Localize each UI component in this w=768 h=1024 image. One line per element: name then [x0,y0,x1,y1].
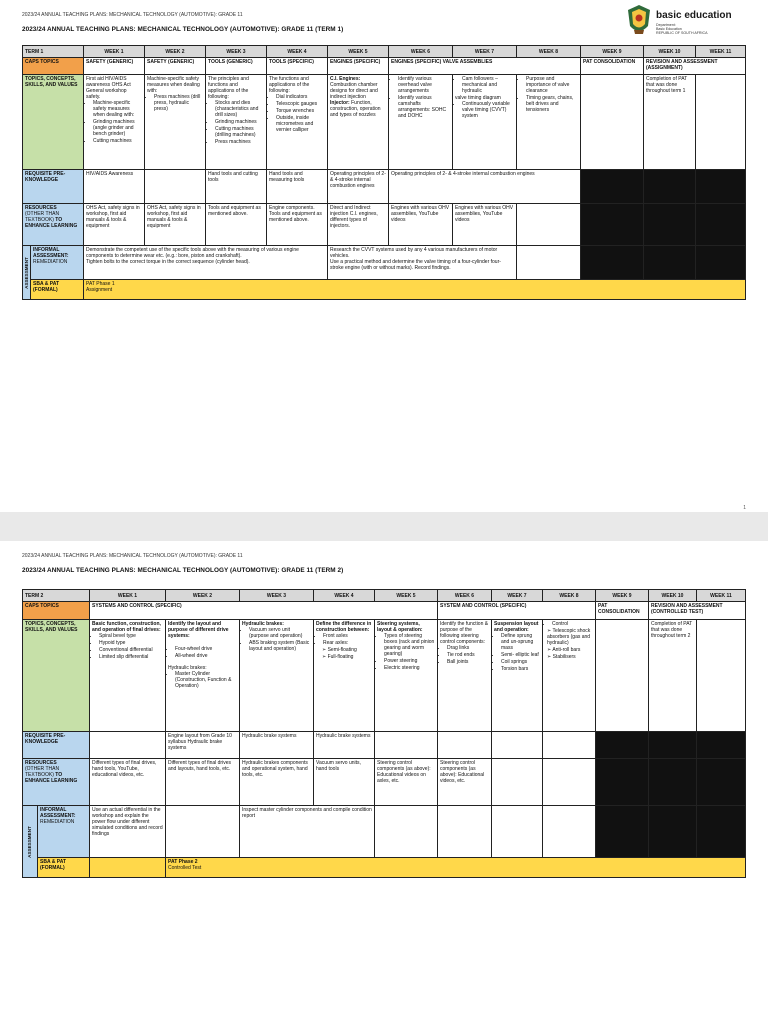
term-label: TERM 1 [23,46,84,58]
prereq-cell: Hydraulic brake systems [240,732,314,759]
week-header: WEEK 9 [596,590,649,602]
resource-cell: Steering control components (as above): Educational videos on axles, etc. [375,759,438,806]
week-header: WEEK 6 [438,590,492,602]
topic-cell-week-9 [581,75,644,170]
topic-cell-week-6: • Identify various overhead valve arrangements • Identify various camshafts arrangements: SOHC and DOHC [389,75,453,170]
sba-cell [90,858,166,878]
blank-cell [696,204,746,246]
week-header: WEEK 3 [240,590,314,602]
resource-cell: Direct and Indirect injection C.I. engines, different types of injectors. [328,204,389,246]
caps-topic: ENGINES (SPECIFIC) [328,58,389,75]
topic-cell-week-3: The principles and functions and applications of the following: • Stocks and dies (characteristics and drill sizes) • Grinding machines • Cutting machines (drilling machines) • Press machines [206,75,267,170]
prereq-cell: Hand tools and cutting tools [206,170,267,204]
prereq-cell [492,732,543,759]
informal-cell: Demonstrate the competent use of the specific tools above with the measuring of various engine components to determine wear etc. (e.g.: bore, piston and crankshaft). Tighten bolts to the correct torque in the correct sequence (cylinder head). [84,246,328,280]
informal-cell [517,246,581,280]
topics-label: TOPICS, CONCEPTS, SKILLS, AND VALUES [23,75,84,170]
topic-cell-week-11 [696,75,746,170]
prereq-cell: Operating principles of 2- & 4-stroke internal combustion engines [328,170,389,204]
coat-of-arms-icon [626,4,652,37]
sba-cell: PAT Phase 2 Controlled Test [166,858,746,878]
week-header: WEEK 4 [267,46,328,58]
sba-cell: PAT Phase 1 Assignment [84,280,746,300]
topic-cell-week-4: Define the difference in construction between: • Front axles • Rear axles: ➢ Semi-floating ➢ Full-floating [314,620,375,732]
informal-cell [492,806,543,858]
week-header: WEEK 11 [697,590,746,602]
blank-cell [596,732,649,759]
informal-cell: Use an actual differential in the workshop and explain the power flow under different simulated conditions and record findings [90,806,166,858]
caps-topic: PAT CONSOLIDATION [596,602,649,620]
logo-brand: basic education [656,10,732,21]
prereq-cell [543,732,596,759]
resources-label: RESOURCES (OTHER THAN TEXTBOOK) TO ENHANCE LEARNING [23,204,84,246]
prereq-cell: Hand tools and measuring tools [267,170,328,204]
informal-cell [543,806,596,858]
resource-cell: OHS Act, safety signs in workshop, first aid manuals & tools & equipment [145,204,206,246]
topic-cell-week-8: • Control ➢ Telescopic shock absorbers (gas and hydraulic) ➢ Anti-roll bars ➢ Stabilisers [543,620,596,732]
page-title: 2023/24 ANNUAL TEACHING PLANS: MECHANICAL TECHNOLOGY (AUTOMOTIVE): GRADE 11 (TERM 2) [22,567,344,574]
term-label: TERM 2 [23,590,90,602]
blank-cell [649,759,697,806]
informal-cell [166,806,240,858]
resource-cell [492,759,543,806]
blank-cell [696,170,746,204]
week-header: WEEK 2 [145,46,206,58]
topic-cell-week-2: Identify the layout and purpose of different drive systems: • Four-wheel drive • All-wheel drive Hydraulic brakes: • Master Cylinder (Construction, Function & Operation) [166,620,240,732]
resource-cell: OHS Act, safety signs in workshop, first aid manuals & tools & equipment [84,204,145,246]
week-header: WEEK 3 [206,46,267,58]
caps-topic: TOOLS (GENERIC) [206,58,267,75]
resources-label: RESOURCES (OTHER THAN TEXTBOOK) TO ENHANCE LEARNING [23,759,90,806]
blank-cell [644,170,696,204]
prereq-cell [90,732,166,759]
topic-cell-week-11 [697,620,746,732]
topic-cell-week-4: The functions and applications of the following: • Dial indicators • Telescopic gauges • Torque wrenches • Outside, inside micrometres and vernier calliper [267,75,328,170]
prereq-cell [145,170,206,204]
blank-cell [596,806,649,858]
week-header: WEEK 7 [492,590,543,602]
week-header: WEEK 6 [389,46,453,58]
caps-topic: SAFETY (GENERIC) [84,58,145,75]
informal-cell [438,806,492,858]
caps-topic: SYSTEM AND CONTROL (SPECIFIC) [438,602,596,620]
prereq-cell [375,732,438,759]
topic-cell-week-1: First aid HIV/AIDS awareness OHS Act General workshop safety. • Machine-specific safety measures when dealing with: • Grinding machines (angle grinder and bench grinder) • Cutting machines [84,75,145,170]
page-term-2 [0,541,768,1024]
informal-cell [375,806,438,858]
logo-sub: Department: Basic Education REPUBLIC OF SOUTH AFRICA [656,23,708,36]
prereq-label: REQUISITE PRE-KNOWLEDGE [23,732,90,759]
blank-cell [644,204,696,246]
topic-cell-week-10: Completion of PAT that was done throughout term 1 [644,75,696,170]
resource-cell: Engines with various OHV assemblies, YouTube videos [389,204,453,246]
topic-cell-week-10: Completion of PAT that was done throughout term 2 [649,620,697,732]
assessment-vertical-label: ASSESSMENT [23,246,31,300]
resource-cell [517,204,581,246]
resource-cell: Hydraulic brakes components and operational system, hand tools, etc. [240,759,314,806]
caps-topic: REVISION AND ASSESSMENT (CONTROLLED TEST) [649,602,746,620]
topic-cell-week-6: Identify the function & purpose of the following steering control components: • Drag links • Tie rod ends • Ball joints [438,620,492,732]
topic-cell-week-3: Hydraulic brakes: • Vacuum servo unit (purpose and operation) • ABS braking system (Basic layout and operation) [240,620,314,732]
blank-cell [644,246,696,280]
topic-cell-week-8: • Purpose and importance of valve clearance • Timing gears, chains, belt drives and tensioners [517,75,581,170]
informal-label: INFORMAL ASSESSMENT: REMEDIATION [31,246,84,280]
blank-cell [596,759,649,806]
sba-label: SBA & PAT (FORMAL) [38,858,90,878]
caps-topic: SAFETY (GENERIC) [145,58,206,75]
week-header: WEEK 7 [453,46,517,58]
blank-cell [697,759,746,806]
resource-cell: Tools and equipment as mentioned above. [206,204,267,246]
dbe-logo [626,4,746,40]
resource-cell: Different types of final drives, hand tools, YouTube, educational videos, etc. [90,759,166,806]
blank-cell [697,732,746,759]
caps-topic: PAT CONSOLIDATION [581,58,644,75]
prereq-cell: Hydraulic brake systems [314,732,375,759]
assessment-vertical-label: ASSESSMENT [23,806,38,878]
week-header: WEEK 8 [517,46,581,58]
week-header: WEEK 8 [543,590,596,602]
week-header: WEEK 10 [649,590,697,602]
caps-topic: SYSTEMS AND CONTROL (SPECIFIC) [90,602,438,620]
resource-cell [543,759,596,806]
resource-cell: Engines with various OHV assemblies, YouTube videos [453,204,517,246]
blank-cell [581,170,644,204]
prereq-label: REQUISITE PRE-KNOWLEDGE [23,170,84,204]
week-header: WEEK 9 [581,46,644,58]
blank-cell [696,246,746,280]
resource-cell: Different types of final drives and layouts, hand tools, etc. [166,759,240,806]
informal-label: INFORMAL ASSESSMENT: REMEDIATION [38,806,90,858]
blank-cell [649,806,697,858]
prereq-cell: HIV/AIDS Awareness [84,170,145,204]
prereq-cell: Engine layout from Grade 10 syllabus Hydraulic brake systems [166,732,240,759]
informal-cell: Research the CVVT systems used by any 4 various manufacturers of motor vehicles. Use a practical method and determine the valve timing of a four-cylinder four-stroke engine (with or without marks). Record findings. [328,246,517,280]
caps-topic: ENGINES (SPECIFIC) VALVE ASSEMBLIES [389,58,581,75]
caps-topic: TOOLS (SPECIFIC) [267,58,328,75]
week-header: WEEK 5 [375,590,438,602]
header-line: 2023/24 ANNUAL TEACHING PLANS: MECHANICAL TECHNOLOGY (AUTOMOTIVE): GRADE 11 [22,12,243,18]
topic-cell-week-5: C.I. Engines: Combustion chamber designs for direct and indirect injection Injector: Function, construction, operation and types of nozzles [328,75,389,170]
caps-topics-label: CAPS TOPICS [23,602,90,620]
week-header: WEEK 1 [84,46,145,58]
page-number: 1 [743,505,746,511]
blank-cell [697,806,746,858]
prereq-cell: Operating principles of 2- & 4-stroke internal combustion engines [389,170,581,204]
page-title: 2023/24 ANNUAL TEACHING PLANS: MECHANICAL TECHNOLOGY (AUTOMOTIVE): GRADE 11 (TERM 1) [22,26,344,33]
week-header: WEEK 5 [328,46,389,58]
resource-cell: Vacuum servo units, hand tools [314,759,375,806]
resource-cell: Engine components. Tools and equipment as mentioned above. [267,204,328,246]
topic-cell-week-7: • Cam followers – mechanical and hydraulic valve timing diagram • Continuously variable valve timing (CVVT) system [453,75,517,170]
resource-cell: Steering control components (as above): Educational videos, etc. [438,759,492,806]
topics-label: TOPICS, CONCEPTS, SKILLS, AND VALUES [23,620,90,732]
blank-cell [649,732,697,759]
topic-cell-week-1: Basic function, construction, and operation of final drives: • Spiral bevel type • Hypoid type • Conventional differential • Limited slip differential [90,620,166,732]
term-2-table [22,589,746,878]
blank-cell [581,204,644,246]
week-header: WEEK 4 [314,590,375,602]
topic-cell-week-7: Suspension layout and operation: • Define sprung and un-sprung mass • Semi- elliptic leaf • Coil springs • Torsion bars [492,620,543,732]
header-line: 2023/24 ANNUAL TEACHING PLANS: MECHANICAL TECHNOLOGY (AUTOMOTIVE): GRADE 11 [22,553,243,559]
week-header: WEEK 11 [696,46,746,58]
prereq-cell [438,732,492,759]
topic-cell-week-2: Machine-specific safety measures when dealing with: • Press machines (drill press, hydraulic press) [145,75,206,170]
week-header: WEEK 1 [90,590,166,602]
topic-cell-week-5: Steering systems, layout & operation: • Types of steering boxes (rack and pinion gearing and worm gearing) • Power steering • Electric steering [375,620,438,732]
topic-cell-week-9 [596,620,649,732]
caps-topic: REVISION AND ASSESSMENT (ASSIGNMENT) [644,58,746,75]
caps-topics-label: CAPS TOPICS [23,58,84,75]
term-1-table [22,45,746,300]
week-header: WEEK 10 [644,46,696,58]
week-header: WEEK 2 [166,590,240,602]
informal-cell: Inspect master cylinder components and compile condition report [240,806,375,858]
sba-label: SBA & PAT (FORMAL) [31,280,84,300]
blank-cell [581,246,644,280]
